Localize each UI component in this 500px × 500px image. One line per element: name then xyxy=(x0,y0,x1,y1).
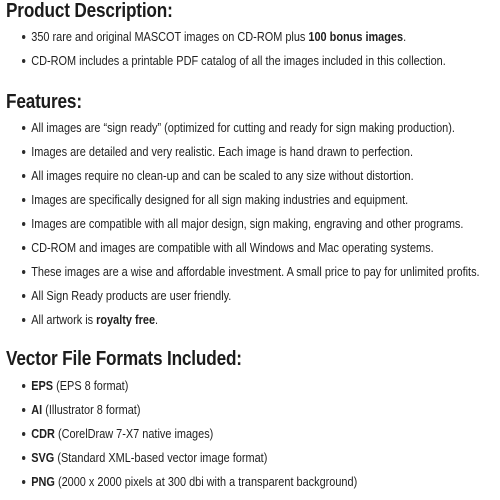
bullet-icon xyxy=(22,126,25,130)
list-item: CD-ROM includes a printable PDF catalog of all the images included in this collection. xyxy=(22,53,446,69)
list-item: All artwork is royalty free. xyxy=(22,312,158,328)
features-heading: Features: xyxy=(6,91,82,113)
bullet-icon xyxy=(22,318,25,322)
bullet-icon xyxy=(22,270,25,274)
bullet-icon xyxy=(22,384,25,388)
bullet-icon xyxy=(22,198,25,202)
list-item: AI (Illustrator 8 format) xyxy=(22,402,140,418)
list-item: Images are specifically designed for all sign making industries and equipment. xyxy=(22,192,408,208)
list-item: All Sign Ready products are user friendly. xyxy=(22,288,231,304)
list-item: All images are “sign ready” (optimized for cutting and ready for sign making production). xyxy=(22,120,455,136)
bullet-icon xyxy=(22,408,25,412)
list-item: Images are detailed and very realistic. Each image is hand drawn to perfection. xyxy=(22,144,413,160)
list-item: PNG (2000 x 2000 pixels at 300 dbi with a transparent background) xyxy=(22,474,357,490)
bullet-icon xyxy=(22,480,25,484)
bullet-icon xyxy=(22,150,25,154)
list-item: SVG (Standard XML-based vector image format) xyxy=(22,450,267,466)
list-item: 350 rare and original MASCOT images on CD-ROM plus 100 bonus images. xyxy=(22,29,406,45)
bullet-icon xyxy=(22,222,25,226)
bullet-icon xyxy=(22,174,25,178)
list-item: These images are a wise and affordable investment. A small price to pay for unlimited profits. xyxy=(22,264,480,280)
list-item: Images are compatible with all major design, sign making, engraving and other programs. xyxy=(22,216,463,232)
bullet-icon xyxy=(22,432,25,436)
formats-heading: Vector File Formats Included: xyxy=(6,348,242,370)
bullet-icon xyxy=(22,59,25,63)
list-item: CD-ROM and images are compatible with all Windows and Mac operating systems. xyxy=(22,240,434,256)
bullet-icon xyxy=(22,246,25,250)
list-item: EPS (EPS 8 format) xyxy=(22,378,128,394)
list-item: CDR (CorelDraw 7-X7 native images) xyxy=(22,426,213,442)
bullet-icon xyxy=(22,456,25,460)
product-description-heading: Product Description: xyxy=(6,0,173,22)
list-item: All images require no clean-up and can be scaled to any size without distortion. xyxy=(22,168,414,184)
bullet-icon xyxy=(22,294,25,298)
bullet-icon xyxy=(22,35,25,39)
